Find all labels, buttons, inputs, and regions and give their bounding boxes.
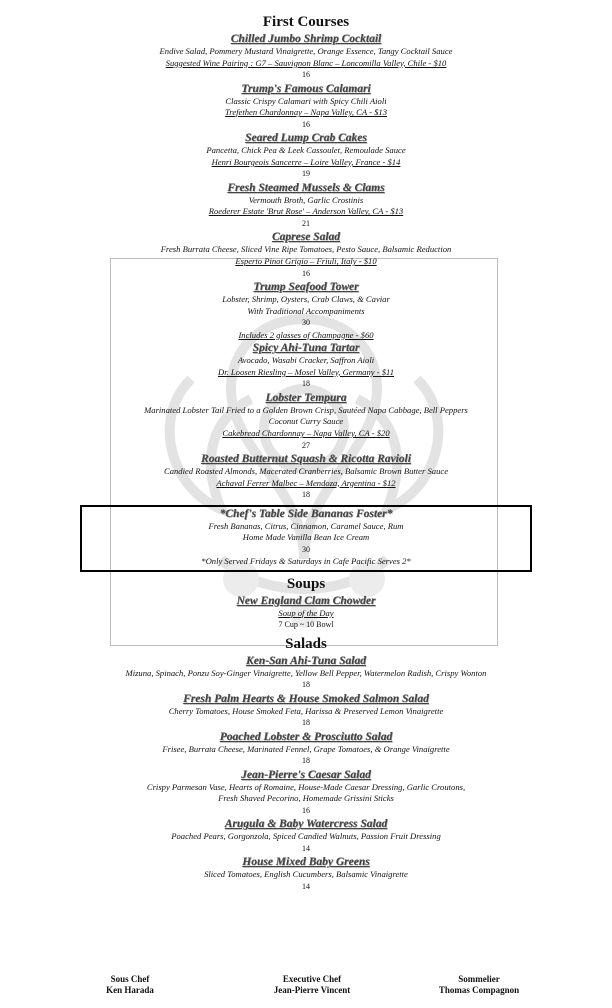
item-price: 18 bbox=[302, 490, 310, 500]
wine-pairing: Trefethen Chardonnay – Napa Valley, CA - $13 bbox=[225, 107, 387, 118]
item-description: Coconut Curry Sauce bbox=[268, 416, 344, 427]
item-name: Arugula & Baby Watercress Salad bbox=[224, 818, 388, 831]
item-description: Sliced Tomatoes, English Cucumbers, Balsamic Vinaigrette bbox=[204, 869, 408, 880]
staff-name: Thomas Compagnon bbox=[438, 985, 520, 995]
item-price: 30 bbox=[302, 544, 310, 554]
menu-item bbox=[0, 452, 612, 502]
featured-dessert-box bbox=[80, 505, 532, 572]
item-description: Mizuna, Spinach, Ponzu Soy-Ginger Vinaigrette, Yellow Bell Pepper, Watermelon Radish, Crispy Wonton bbox=[125, 667, 487, 678]
menu-item bbox=[0, 730, 612, 768]
item-description: With Traditional Accompaniments bbox=[247, 305, 365, 316]
staff-sous-chef bbox=[55, 974, 205, 996]
item-description: Avocado, Wasabi Cracker, Saffron Aioli bbox=[237, 355, 375, 366]
menu-item bbox=[0, 32, 612, 82]
item-name: New England Clam Chowder bbox=[236, 594, 376, 607]
staff-role: Executive Chef bbox=[282, 974, 342, 984]
item-name: Seared Lump Crab Cakes bbox=[245, 132, 367, 145]
item-description: Classic Crispy Calamari with Spicy Chili Aioli bbox=[225, 95, 387, 106]
wine-pairing: Roederer Estate 'Brut Rose' – Anderson Valley, CA - $13 bbox=[208, 206, 404, 217]
item-description: Crispy Parmesan Vase, Hearts of Romaine, House-Made Caesar Dressing, Garlic Croutons, bbox=[146, 781, 466, 792]
item-description: Marinated Lobster Tail Fried to a Golden Brown Crisp, Sautéed Napa Cabbage, Bell Peppers bbox=[144, 404, 468, 415]
wine-pairing: Henri Bourgeois Sancerre – Loire Valley, France - $14 bbox=[211, 156, 401, 167]
item-name: Caprese Salad bbox=[271, 231, 341, 244]
item-price: 18 bbox=[302, 718, 310, 728]
item-description: Candied Roasted Almonds, Macerated Cranberries, Balsamic Brown Butter Sauce bbox=[163, 465, 449, 476]
staff-role: Sous Chef bbox=[110, 974, 150, 984]
menu-item bbox=[0, 131, 612, 181]
menu-content bbox=[0, 12, 612, 893]
menu-item bbox=[0, 181, 612, 231]
section-title-first-courses: First Courses bbox=[262, 14, 350, 30]
menu-item bbox=[0, 82, 612, 132]
wine-pairing: Suggested Wine Pairing : G7 – Sauvignon Blanc – Loncomilla Valley, Chile - $10 bbox=[165, 57, 447, 68]
menu-item bbox=[0, 391, 612, 452]
item-name: Fresh Palm Hearts & House Smoked Salmon Salad bbox=[183, 692, 429, 705]
item-price: 16 bbox=[302, 805, 310, 815]
item-description: Fresh Bananas, Citrus, Cinnamon, Caramel Sauce, Rum bbox=[208, 520, 404, 531]
item-description: Pancetta, Chick Pea & Leek Cassoulet, Remoulade Sauce bbox=[206, 145, 406, 156]
menu-item bbox=[0, 594, 612, 632]
item-name: Poached Lobster & Prosciutto Salad bbox=[219, 730, 393, 743]
champagne-note: Includes 2 glasses of Champagne - $60 bbox=[238, 329, 374, 340]
menu-item bbox=[0, 230, 612, 280]
item-price: 14 bbox=[302, 843, 310, 853]
staff-sommelier bbox=[404, 974, 554, 996]
item-name: Trump Seafood Tower bbox=[253, 280, 359, 293]
item-price: 16 bbox=[302, 70, 310, 80]
menu-item bbox=[0, 341, 612, 391]
item-name: Trump's Famous Calamari bbox=[241, 82, 371, 95]
item-name: Chilled Jumbo Shrimp Cocktail bbox=[230, 33, 382, 45]
item-price: 19 bbox=[302, 169, 310, 179]
item-description: Cherry Tomatoes, House Smoked Feta, Harissa & Preserved Lemon Vinaigrette bbox=[168, 705, 444, 716]
item-description: Soup of the Day bbox=[278, 607, 334, 618]
menu-item bbox=[0, 280, 612, 341]
item-name: Jean-Pierre's Caesar Salad bbox=[241, 768, 371, 781]
item-description: Poached Pears, Gorgonzola, Spiced Candied Walnuts, Passion Fruit Dressing bbox=[171, 831, 441, 842]
menu-item bbox=[0, 817, 612, 855]
item-description: Vermouth Broth, Garlic Crostinis bbox=[248, 194, 364, 205]
section-title-soups: Soups bbox=[286, 575, 326, 592]
wine-pairing: Cakebread Chardonnay – Napa Valley, CA - $20 bbox=[222, 427, 390, 438]
staff-name: Jean-Pierre Vincent bbox=[273, 985, 351, 995]
item-price: 16 bbox=[302, 119, 310, 129]
staff-name: Ken Harada bbox=[106, 985, 154, 995]
item-price: 7 Cup ~ 10 Bowl bbox=[278, 620, 334, 630]
item-name: Lobster Tempura bbox=[265, 391, 347, 404]
item-description: Frisee, Burrata Cheese, Marinated Fennel, Grape Tomatoes, & Orange Vinaigrette bbox=[162, 743, 450, 754]
menu-item bbox=[0, 654, 612, 692]
item-price: 30 bbox=[302, 318, 310, 328]
item-name: Ken-San Ahi-Tuna Salad bbox=[246, 654, 366, 667]
featured-item-name: *Chef's Table Side Bananas Foster* bbox=[219, 507, 393, 520]
item-description: Fresh Shaved Pecorino, Homemade Grissini Sticks bbox=[218, 793, 394, 804]
item-price: 14 bbox=[302, 881, 310, 891]
item-description: Home Made Vanilla Bean Ice Cream bbox=[242, 532, 370, 543]
wine-pairing: Esperto Pinot Grigio – Friuli, Italy - $10 bbox=[235, 255, 377, 266]
item-description: Lobster, Shrimp, Oysters, Crab Claws, & Caviar bbox=[222, 293, 390, 304]
item-name: Fresh Steamed Mussels & Clams bbox=[227, 181, 385, 194]
item-price: 16 bbox=[302, 268, 310, 278]
menu-item bbox=[0, 855, 612, 893]
item-price: 21 bbox=[302, 218, 310, 228]
item-name: Spicy Ahi-Tuna Tartar bbox=[252, 342, 360, 355]
menu-item bbox=[0, 768, 612, 818]
menu-item bbox=[0, 692, 612, 730]
staff-executive-chef bbox=[237, 974, 387, 996]
item-price: 18 bbox=[302, 680, 310, 690]
item-name: House Mixed Baby Greens bbox=[242, 856, 370, 869]
section-title-salads: Salads bbox=[285, 635, 327, 652]
item-description: Endive Salad, Pommery Mustard Vinaigrette, Orange Essence, Tangy Cocktail Sauce bbox=[159, 46, 453, 56]
item-name: Roasted Butternut Squash & Ricotta Ravioli bbox=[201, 452, 411, 465]
featured-note: *Only Served Fridays & Saturdays in Cafe Pacific Serves 2* bbox=[201, 556, 411, 567]
item-price: 27 bbox=[302, 440, 310, 450]
item-description: Fresh Burrata Cheese, Sliced Vine Ripe Tomatoes, Pesto Sauce, Balsamic Reduction bbox=[160, 244, 452, 255]
wine-pairing: Achaval Ferrer Malbec – Mendoza, Argentina - $12 bbox=[216, 477, 396, 488]
item-price: 18 bbox=[302, 379, 310, 389]
item-price: 18 bbox=[302, 756, 310, 766]
staff-role: Sommelier bbox=[458, 974, 500, 984]
wine-pairing: Dr. Loosen Riesling – Mosel Valley, Germany - $11 bbox=[218, 366, 394, 377]
